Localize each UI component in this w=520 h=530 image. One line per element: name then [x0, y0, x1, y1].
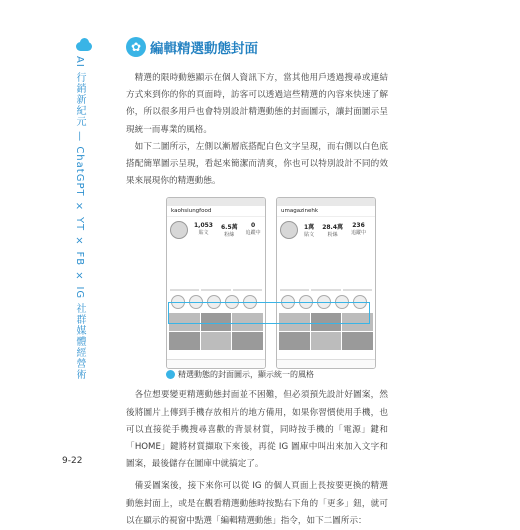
sidebar [72, 38, 98, 380]
cloud-icon [74, 38, 94, 52]
paragraph-1: 精選的限時動態顯示在個人資訊下方，當其他用戶透過搜尋或連結方式來到你的你的頁面時，訪客可以透過這些精選的內容來快速了解你，所以很多用戶也會特別設計精選動態的封面圖示，讓封面圖示呈現統一而專業的風格。 [126, 73, 388, 135]
caption-bullet-icon [166, 370, 175, 379]
profile-row [167, 217, 265, 243]
phone-screenshot-right [276, 197, 376, 369]
profile-bio [277, 243, 375, 287]
username: umagazinehk [277, 206, 375, 217]
profile-bio [167, 243, 265, 287]
highlight-callout-box [168, 302, 370, 324]
status-bar [277, 198, 375, 206]
section-heading [126, 36, 388, 58]
username: kaohsiungfood [167, 206, 265, 217]
heading-title: 編輯精選動態封面 [150, 41, 258, 57]
status-bar [167, 198, 265, 206]
star-icon: ✿ [126, 37, 146, 57]
avatar [280, 221, 298, 239]
bottom-nav [167, 359, 265, 368]
page-content [126, 36, 388, 530]
profile-row [277, 217, 375, 243]
bottom-nav [277, 359, 375, 368]
phone-screenshot-left [166, 197, 266, 369]
paragraph-3: 各位想要變更精選動態封面並不困難，但必須預先設計好圖案，然後將圖片上傳到手機存放相片的地方備用，如果你習慣使用手機，也可以直接從手機搜尋喜歡的背景材質，同時按手機的「電源」鍵和「HOME」鍵將材質擷取下來後，再從 IG 圖庫中叫出來加入文字和圖案，最後儲存在圖庫中就搞定了。 [126, 390, 388, 470]
profile-stats: 1萬 貼文 28.4萬 粉絲 236 追蹤中 [304, 222, 367, 239]
book-title-vertical: AI 行銷新紀元 — ChatGPT × YT × FB × IG 社群媒體經營術 [74, 56, 85, 381]
figure [126, 197, 388, 380]
avatar [170, 221, 188, 239]
paragraph-2: 如下二圖所示，左側以漸層底搭配白色文字呈現，而右側以白色底搭配簡單圖示呈現，看起來簡潔而清爽，你也可以特別設計不同的效果來展現你的精選動態。 [126, 141, 388, 187]
figure-caption: 精選動態的封面圖示，顯示統一的風格 [166, 369, 314, 380]
page-number: 9-22 [62, 456, 83, 466]
paragraph-4: 備妥圖案後，接下來你可以從 IG 的個人頁面上長按要更換的精選動態封面上，或是在觀看精選動態時按點右下角的「更多」鈕，就可以在顯示的視窗中點選「編輯精選動態」指令，如下二圖所示： [126, 481, 388, 526]
profile-stats: 1,053 貼文 6.5萬 粉絲 0 追蹤中 [194, 222, 261, 239]
